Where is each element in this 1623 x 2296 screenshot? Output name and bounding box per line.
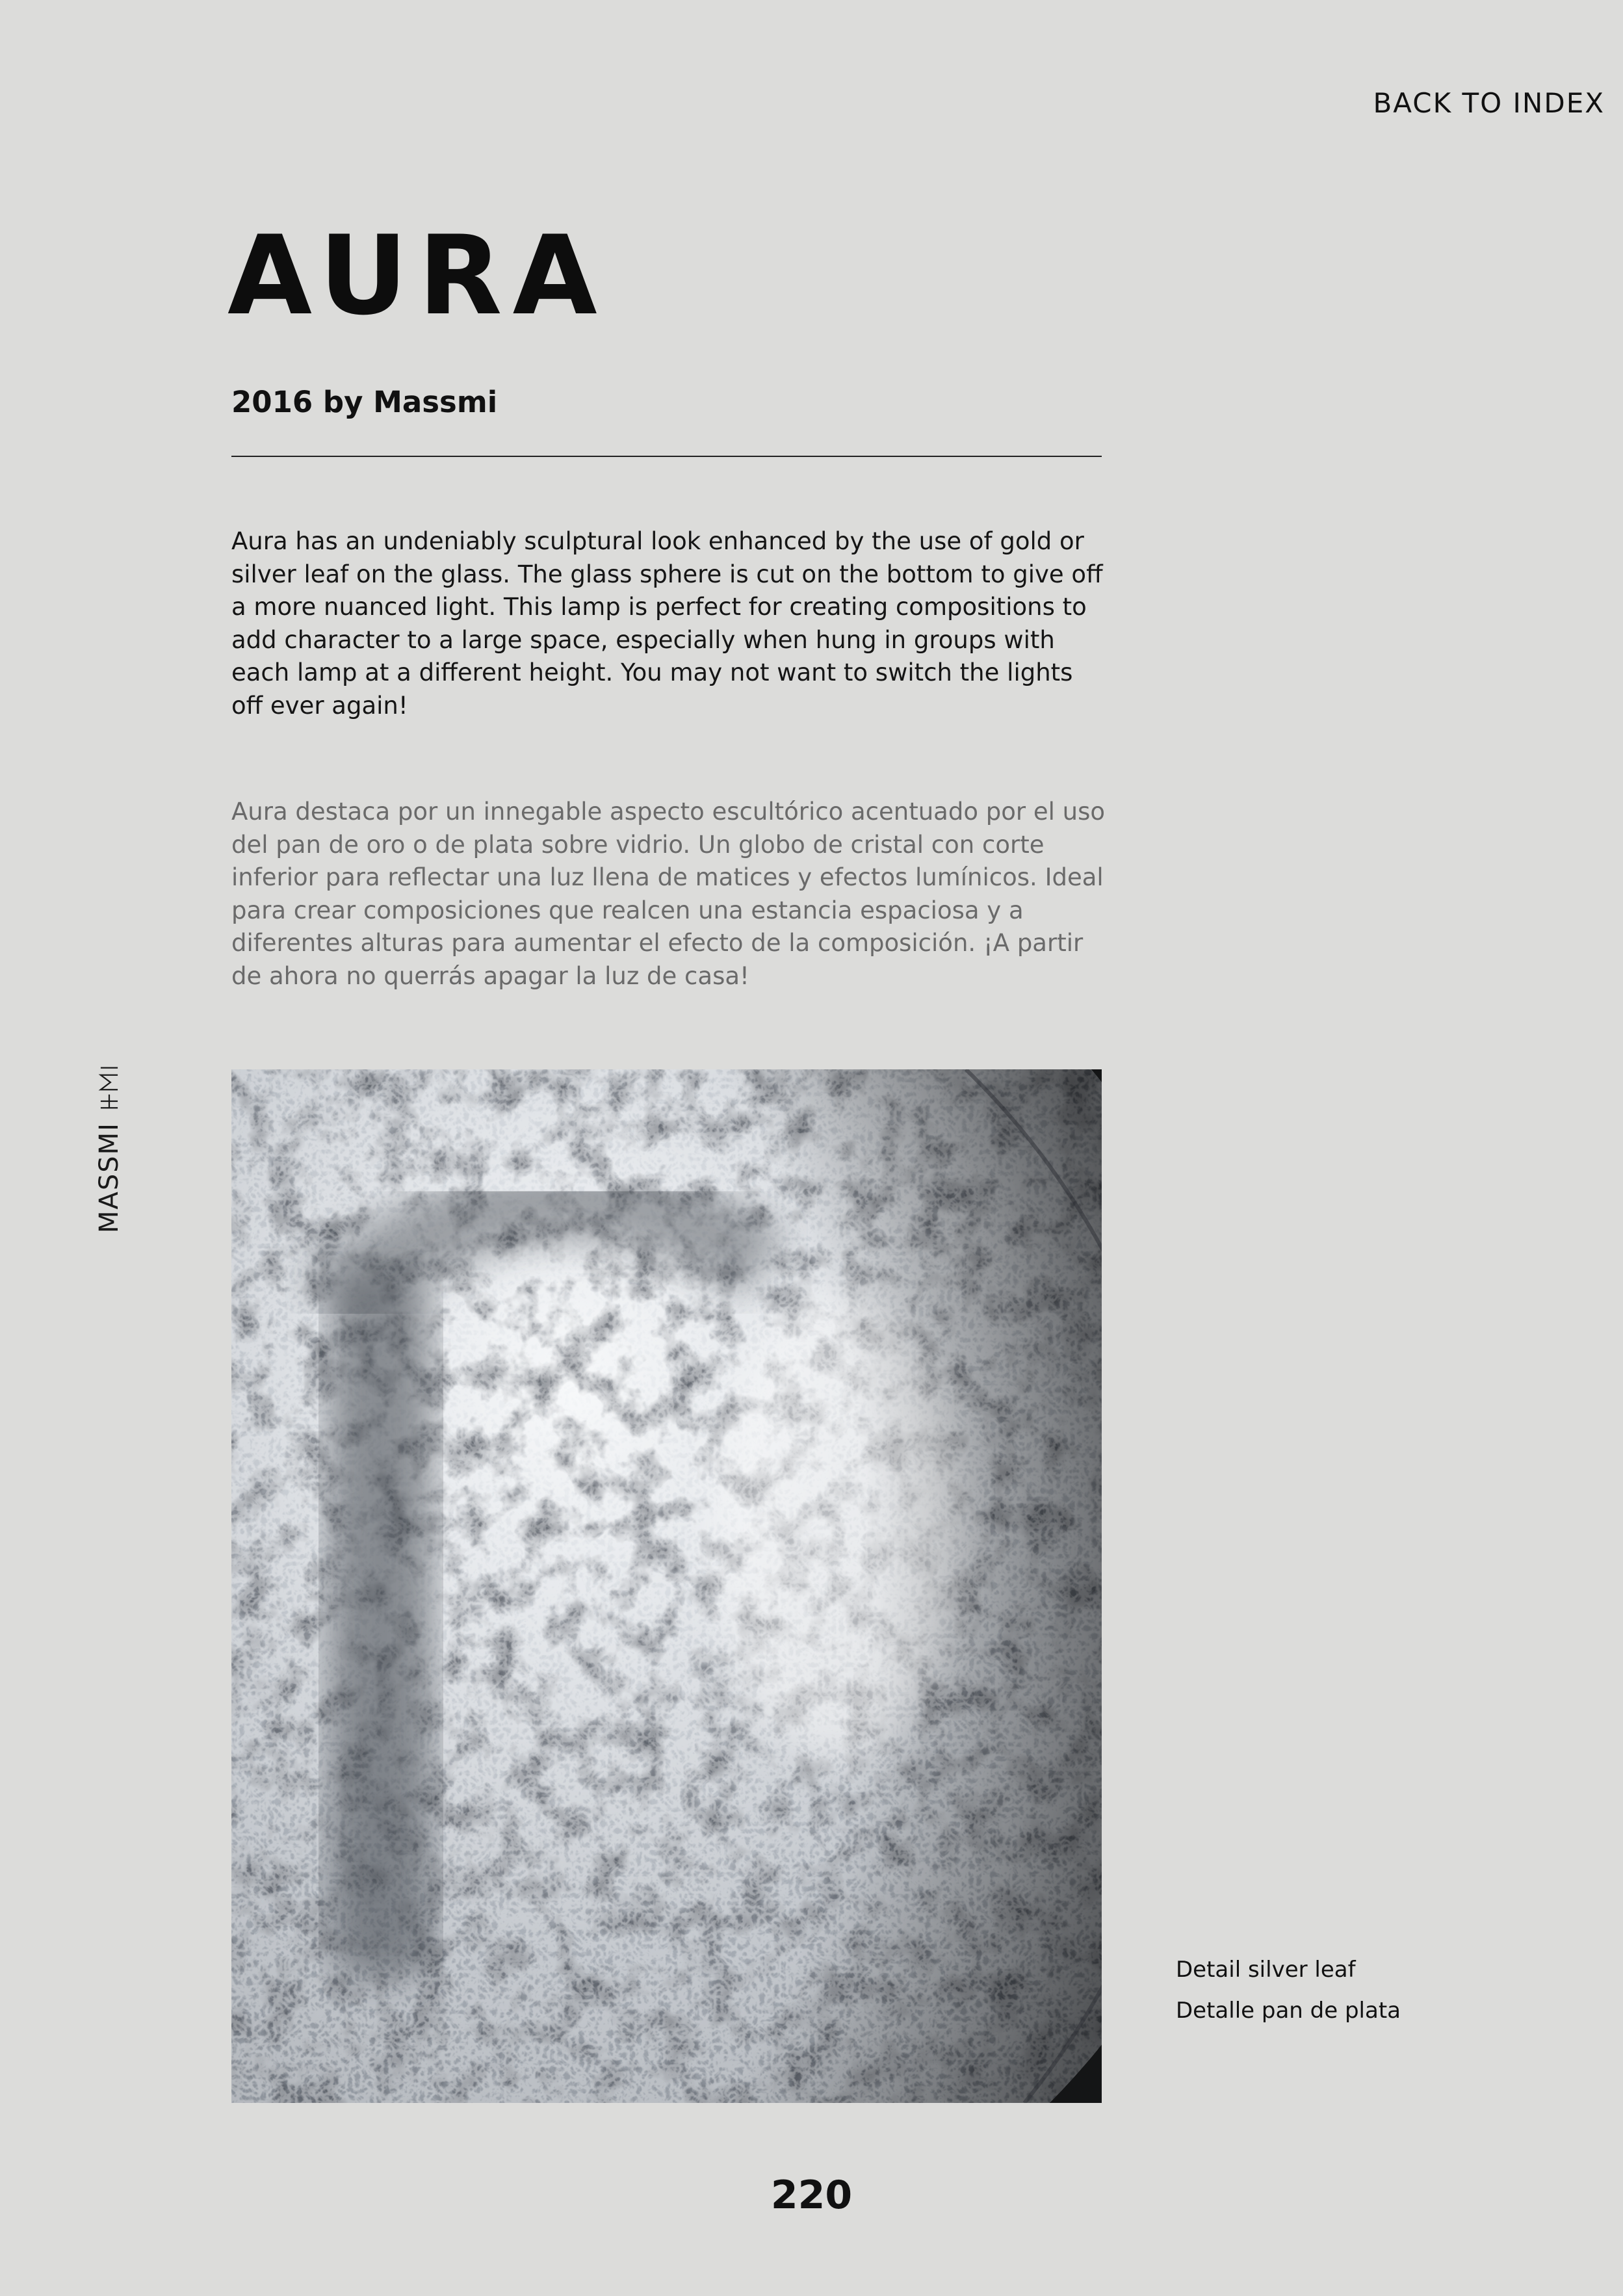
title-divider (231, 456, 1102, 457)
photo-caption-english: Detail silver leaf (1176, 1957, 1356, 1983)
brand-name: MASSMI (94, 1122, 124, 1233)
photo-caption-spanish: Detalle pan de plata (1176, 1998, 1401, 2024)
product-title: AURA (227, 212, 608, 339)
back-to-index-link[interactable]: BACK TO INDEX (1373, 87, 1605, 119)
product-detail-photo (231, 1069, 1102, 2103)
description-spanish: Aura destaca por un innegable aspecto escultórico acentuado por el uso del pan de oro o de plata sobre vidrio. Un globo de cristal con corte inferior para reflectar una luz llena de matices y efectos lumínicos. Ideal para crear composiciones que realcen una estancia espaciosa y a diferentes alturas para aumentar el efecto de la composición. ¡A partir de ahora no querrás apagar la luz de casa! (231, 798, 1105, 990)
massmi-monogram-icon (96, 1064, 122, 1110)
side-brand-mark (90, 1064, 129, 1233)
description-english: Aura has an undeniably sculptural look enhanced by the use of gold or silver leaf on the glass. The glass sphere is cut on the bottom to give off a more nuanced light. This lamp is perfect for creating compositions to add character to a large space, especially when hung in groups with each lamp at a different height. You may not want to switch the lights off ever again! (231, 527, 1103, 720)
product-subtitle: 2016 by Massmi (231, 385, 498, 419)
page-number: 220 (770, 2172, 853, 2218)
